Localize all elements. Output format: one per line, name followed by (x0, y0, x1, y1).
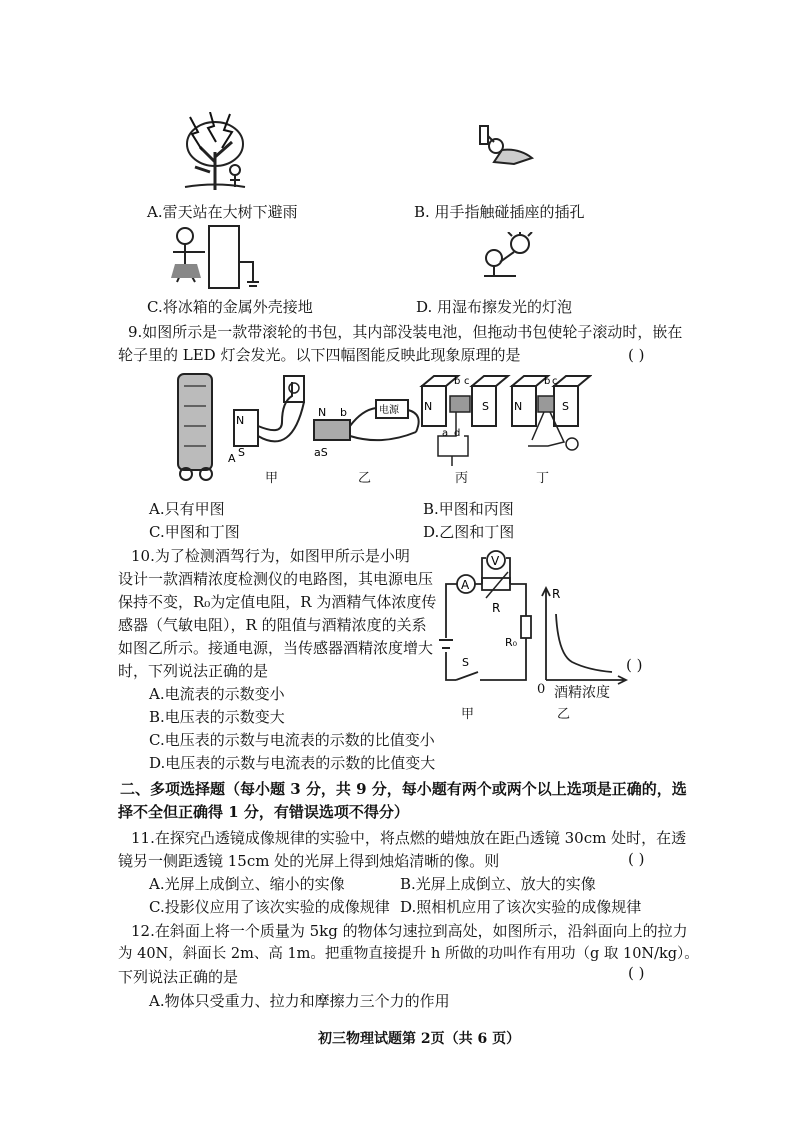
q10-option-d: D.电压表的示数与电流表的示数的比值变大 (149, 754, 436, 772)
q8-option-a: A.雷天站在大树下避雨 (147, 203, 298, 221)
q10-option-b: B.电压表的示数变大 (149, 708, 285, 726)
q11-stem-line-1: 11.在探究凸透镜成像规律的实验中，将点燃的蜡烛放在距凸透镜 30cm 处时，在透 (131, 829, 687, 847)
q9-yi-b: b (340, 406, 347, 419)
q10-circuit-diagram (436, 548, 546, 688)
q10-r-label: R (492, 601, 501, 615)
q10-stem-line-6: 时，下列说法正确的是 (118, 662, 269, 680)
q10-stem-line-1: 10.为了检测酒驾行为，如图甲所示是小明 (131, 547, 410, 565)
q9-ding-n: N (514, 400, 523, 413)
q8-figure-d-wet-cloth-bulb (476, 232, 542, 280)
q12-stem-line-3: 下列说法正确的是 (118, 968, 239, 986)
q9-figures (172, 366, 592, 486)
q12-stem-line-1: 12.在斜面上将一个质量为 5kg 的物体匀速拉到高处，如图所示，沿斜面向上的拉力 (131, 922, 688, 940)
q11-option-b: B.光屏上成倒立、放大的实像 (400, 875, 596, 893)
q9-yi-s: aS (314, 446, 328, 459)
q10-answer-bracket: ( ) (626, 656, 643, 674)
q8-figure-b-finger-socket (474, 124, 536, 168)
q9-answer-bracket: ( ) (628, 346, 645, 364)
q9-bing-n: N (424, 400, 433, 413)
q9-ding-s: S (562, 400, 569, 413)
q8-option-b: B. 用手指触碰插座的插孔 (414, 203, 585, 221)
q9-ding-c: c (552, 376, 558, 387)
q9-backpack-icon (178, 374, 212, 480)
q9-bing-d: d (454, 428, 461, 439)
q9-jia-n: N (236, 414, 245, 427)
q9-ding-b: b (544, 376, 551, 387)
q9-option-d: D.乙图和丁图 (423, 523, 515, 541)
q10-resistance-graph (538, 584, 630, 686)
q11-option-a: A.光屏上成倒立、缩小的实像 (149, 875, 345, 893)
q9-jia-a: A (228, 452, 236, 465)
q9-option-a: A.只有甲图 (149, 500, 225, 518)
q9-yi-n: N (318, 406, 327, 419)
q11-option-c: C.投影仪应用了该次实验的成像规律 (149, 898, 390, 916)
q10-stem-line-5: 如图乙所示。接通电源，当传感器酒精浓度增大 (118, 639, 434, 657)
q10-graph-y-label: R (552, 587, 561, 601)
q9-bing-s: S (482, 400, 489, 413)
q9-option-b: B.甲图和丙图 (423, 500, 514, 518)
q9-stem-line-1: 9.如图所示是一款带滚轮的书包，其内部没装电池，但拖动书包使轮子滚动时，嵌在 (128, 323, 683, 341)
q8-option-c: C.将冰箱的金属外壳接地 (147, 298, 313, 316)
page-footer: 初三物理试题第 2页（共 6 页） (318, 1031, 521, 1047)
q9-fig-label-ding: 丁 (536, 471, 550, 486)
q9-fig-label-jia: 甲 (265, 471, 279, 486)
q9-fig-label-bing: 丙 (455, 471, 469, 486)
q9-figure-ding (512, 376, 590, 450)
section2-title-line-1: 二、多项选择题（每小题 3 分，共 9 分，每小题有两个或两个以上选项是正确的，选 (120, 780, 687, 798)
q8-figure-a-tree-lightning (180, 112, 250, 190)
q10-graph-x-label: 酒精浓度 (554, 685, 610, 701)
q9-stem-line-2: 轮子里的 LED 灯会发光。以下四幅图能反映此现象原理的是 (118, 346, 521, 364)
q8-figure-c-fridge-ground (165, 222, 265, 294)
q12-answer-bracket: ( ) (628, 964, 645, 982)
q9-yi-power-box: 电源 (379, 405, 399, 416)
q9-figure-yi (314, 400, 419, 459)
section2-title-line-2: 择不全但正确得 1 分，有错误选项不得分） (118, 803, 409, 821)
q10-fig-label-yi: 乙 (557, 707, 571, 722)
q9-bing-c: c (464, 376, 470, 387)
q12-option-a: A.物体只受重力、拉力和摩擦力三个力的作用 (149, 992, 450, 1010)
q9-bing-b: b (454, 376, 461, 387)
q12-stem-line-2: 为 40N，斜面长 2m、高 1m。把重物直接提升 h 所做的功叫作有用功（g 取 10N/kg）。 (118, 946, 699, 962)
q10-ammeter-label: A (461, 578, 470, 592)
q10-option-a: A.电流表的示数变小 (149, 685, 285, 703)
q9-jia-s: S (238, 446, 245, 459)
q9-figure-jia (228, 376, 304, 465)
q11-option-d: D.照相机应用了该次实验的成像规律 (400, 898, 642, 916)
q10-option-c: C.电压表的示数与电流表的示数的比值变小 (149, 731, 435, 749)
q10-graph-origin: 0 (537, 682, 546, 697)
q10-switch-label: S (462, 656, 469, 669)
q9-figure-bing (422, 376, 508, 466)
q9-fig-label-yi: 乙 (358, 471, 372, 486)
q10-stem-line-3: 保持不变，R₀为定值电阻，R 为酒精气体浓度传 (118, 593, 437, 611)
q10-fig-label-jia: 甲 (461, 707, 475, 722)
q11-answer-bracket: ( ) (628, 850, 645, 868)
q10-voltmeter-label: V (491, 554, 500, 568)
q9-option-c: C.甲图和丁图 (149, 523, 240, 541)
q10-r0-label: R₀ (505, 636, 518, 649)
q8-option-d: D. 用湿布擦发光的灯泡 (416, 298, 573, 316)
q9-bing-a: a (442, 428, 449, 439)
q10-stem-line-4: 感器（气敏电阻），R 的阻值与酒精浓度的关系 (118, 616, 427, 634)
q10-stem-line-2: 设计一款酒精浓度检测仪的电路图，其电源电压 (118, 570, 434, 588)
q11-stem-line-2: 镜另一侧距透镜 15cm 处的光屏上得到烛焰清晰的像。则 (118, 852, 500, 870)
